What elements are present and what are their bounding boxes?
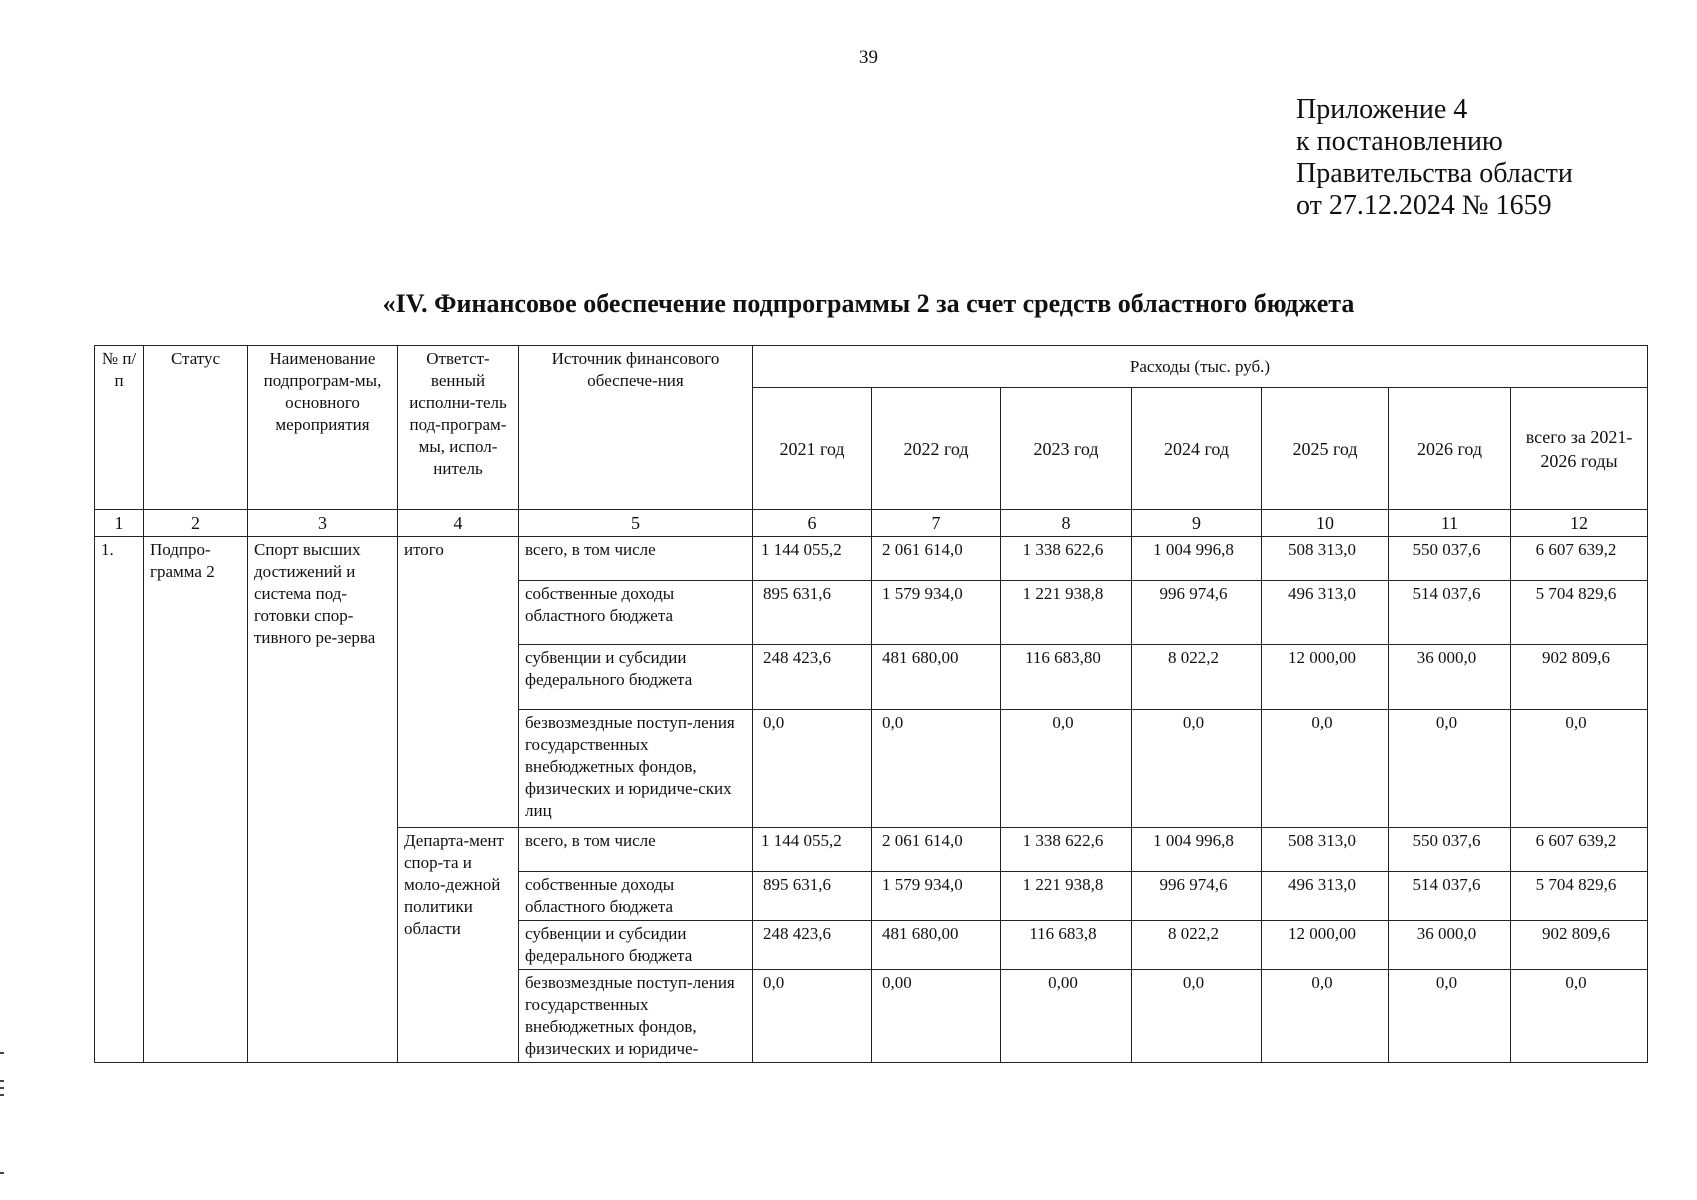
document-title: «IV. Финансовое обеспечение подпрограммы 2 за счет средств областного бюджета bbox=[382, 289, 1355, 318]
header-num: № п/п bbox=[95, 346, 144, 510]
header-name: Наименование подпрограм-мы, основного мероприятия bbox=[248, 346, 398, 510]
value-cell: 5 704 829,6 bbox=[1511, 581, 1648, 645]
scan-artifact bbox=[0, 1052, 4, 1054]
value-cell: 0,0 bbox=[1389, 710, 1511, 828]
source-cell: безвозмездные поступ-ления государственных внебюджетных фондов, физических и юридиче-ских лиц bbox=[519, 710, 753, 828]
header-year: 2024 год bbox=[1132, 388, 1262, 510]
appendix-line-2: к постановлению bbox=[1296, 126, 1503, 157]
header-year: 2022 год bbox=[872, 388, 1001, 510]
value-cell: 0,00 bbox=[872, 970, 1001, 1063]
column-number: 10 bbox=[1262, 510, 1389, 537]
value-cell: 248 423,6 bbox=[753, 921, 872, 970]
financing-table bbox=[94, 345, 1648, 1063]
column-number: 3 bbox=[248, 510, 398, 537]
source-cell: собственные доходы областного бюджета bbox=[519, 872, 753, 921]
column-number: 2 bbox=[144, 510, 248, 537]
scan-artifact bbox=[0, 1172, 4, 1174]
value-cell: 2 061 614,0 bbox=[872, 828, 1001, 872]
value-cell: 0,0 bbox=[1389, 970, 1511, 1063]
header-year: 2025 год bbox=[1262, 388, 1389, 510]
header-source: Источник финансового обеспече-ния bbox=[519, 346, 753, 510]
value-cell: 0,0 bbox=[1132, 710, 1262, 828]
scan-artifact bbox=[0, 1094, 4, 1096]
scan-artifact bbox=[0, 1087, 4, 1089]
header-status: Статус bbox=[144, 346, 248, 510]
value-cell: 6 607 639,2 bbox=[1511, 537, 1648, 581]
source-cell: всего, в том числе bbox=[519, 828, 753, 872]
value-cell: 496 313,0 bbox=[1262, 581, 1389, 645]
value-cell: 895 631,6 bbox=[753, 872, 872, 921]
value-cell: 1 004 996,8 bbox=[1132, 537, 1262, 581]
value-cell: 5 704 829,6 bbox=[1511, 872, 1648, 921]
value-cell: 0,0 bbox=[1262, 710, 1389, 828]
row-status: Подпро-грамма 2 bbox=[144, 537, 248, 1063]
value-cell: 496 313,0 bbox=[1262, 872, 1389, 921]
value-cell: 0,0 bbox=[1001, 710, 1132, 828]
value-cell: 895 631,6 bbox=[753, 581, 872, 645]
value-cell: 508 313,0 bbox=[1262, 828, 1389, 872]
value-cell: 36 000,0 bbox=[1389, 921, 1511, 970]
value-cell: 481 680,00 bbox=[872, 645, 1001, 710]
value-cell: 1 221 938,8 bbox=[1001, 581, 1132, 645]
value-cell: 8 022,2 bbox=[1132, 921, 1262, 970]
value-cell: 514 037,6 bbox=[1389, 872, 1511, 921]
value-cell: 248 423,6 bbox=[753, 645, 872, 710]
value-cell: 1 144 055,2 bbox=[753, 537, 872, 581]
value-cell: 550 037,6 bbox=[1389, 828, 1511, 872]
header-total: всего за 2021-2026 годы bbox=[1511, 388, 1648, 510]
value-cell: 1 579 934,0 bbox=[872, 872, 1001, 921]
row-name: Спорт высших достижений и система под-готовки спор-тивного ре-зерва bbox=[248, 537, 398, 1063]
header-year: 2026 год bbox=[1389, 388, 1511, 510]
value-cell: 6 607 639,2 bbox=[1511, 828, 1648, 872]
page-number: 39 bbox=[859, 47, 878, 68]
header-executor: Ответст-венный исполни-тель под-програм-мы, испол-нитель bbox=[398, 346, 519, 510]
scan-artifact bbox=[0, 1080, 4, 1082]
value-cell: 0,0 bbox=[1511, 970, 1648, 1063]
column-number: 6 bbox=[753, 510, 872, 537]
column-number: 7 bbox=[872, 510, 1001, 537]
value-cell: 12 000,00 bbox=[1262, 921, 1389, 970]
value-cell: 1 338 622,6 bbox=[1001, 537, 1132, 581]
value-cell: 12 000,00 bbox=[1262, 645, 1389, 710]
header-expenses: Расходы (тыс. руб.) bbox=[753, 346, 1648, 388]
column-number: 11 bbox=[1389, 510, 1511, 537]
value-cell: 481 680,00 bbox=[872, 921, 1001, 970]
value-cell: 996 974,6 bbox=[1132, 581, 1262, 645]
value-cell: 0,0 bbox=[1511, 710, 1648, 828]
appendix-line-1: Приложение 4 bbox=[1296, 94, 1468, 125]
source-cell: собственные доходы областного бюджета bbox=[519, 581, 753, 645]
header-year: 2021 год bbox=[753, 388, 872, 510]
value-cell: 36 000,0 bbox=[1389, 645, 1511, 710]
source-cell: всего, в том числе bbox=[519, 537, 753, 581]
value-cell: 1 004 996,8 bbox=[1132, 828, 1262, 872]
value-cell: 0,00 bbox=[1001, 970, 1132, 1063]
value-cell: 902 809,6 bbox=[1511, 645, 1648, 710]
value-cell: 1 579 934,0 bbox=[872, 581, 1001, 645]
source-cell: субвенции и субсидии федерального бюджета bbox=[519, 921, 753, 970]
column-number: 12 bbox=[1511, 510, 1648, 537]
value-cell: 116 683,80 bbox=[1001, 645, 1132, 710]
value-cell: 2 061 614,0 bbox=[872, 537, 1001, 581]
row-number: 1. bbox=[95, 537, 144, 1063]
value-cell: 0,0 bbox=[872, 710, 1001, 828]
value-cell: 550 037,6 bbox=[1389, 537, 1511, 581]
column-number: 1 bbox=[95, 510, 144, 537]
appendix-line-3: Правительства области bbox=[1296, 158, 1573, 189]
column-number: 5 bbox=[519, 510, 753, 537]
value-cell: 0,0 bbox=[753, 970, 872, 1063]
value-cell: 1 221 938,8 bbox=[1001, 872, 1132, 921]
value-cell: 996 974,6 bbox=[1132, 872, 1262, 921]
header-year: 2023 год bbox=[1001, 388, 1132, 510]
value-cell: 0,0 bbox=[753, 710, 872, 828]
executor-cell: итого bbox=[398, 537, 519, 828]
executor-cell: Департа-мент спор-та и моло-дежной политики области bbox=[398, 828, 519, 1063]
appendix-note bbox=[1296, 94, 1573, 222]
column-number: 8 bbox=[1001, 510, 1132, 537]
value-cell: 1 144 055,2 bbox=[753, 828, 872, 872]
appendix-line-4: от 27.12.2024 № 1659 bbox=[1296, 190, 1552, 221]
value-cell: 116 683,8 bbox=[1001, 921, 1132, 970]
source-cell: субвенции и субсидии федерального бюджета bbox=[519, 645, 753, 710]
value-cell: 508 313,0 bbox=[1262, 537, 1389, 581]
value-cell: 0,0 bbox=[1132, 970, 1262, 1063]
value-cell: 902 809,6 bbox=[1511, 921, 1648, 970]
value-cell: 0,0 bbox=[1262, 970, 1389, 1063]
value-cell: 8 022,2 bbox=[1132, 645, 1262, 710]
source-cell: безвозмездные поступ-ления государственных внебюджетных фондов, физических и юридиче- bbox=[519, 970, 753, 1063]
column-number: 4 bbox=[398, 510, 519, 537]
table-row bbox=[95, 537, 1648, 581]
value-cell: 514 037,6 bbox=[1389, 581, 1511, 645]
column-number: 9 bbox=[1132, 510, 1262, 537]
value-cell: 1 338 622,6 bbox=[1001, 828, 1132, 872]
